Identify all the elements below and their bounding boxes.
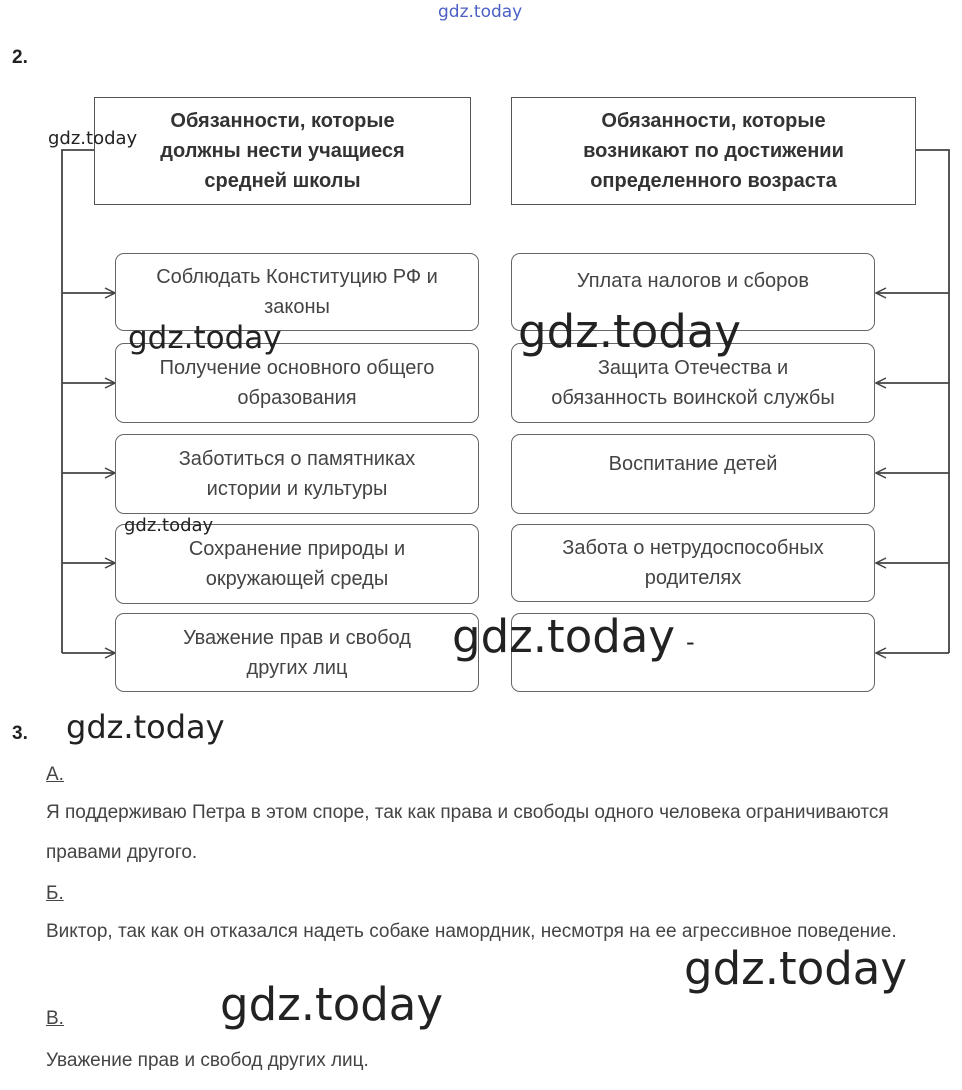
right-item-text: Защита Отечества и обязанность воинской службы xyxy=(551,357,835,409)
right-header-text: Обязанности, которые возникают по достижении определенного возраста xyxy=(583,110,844,192)
left-connector xyxy=(62,150,115,653)
right-item-text: Уплата налогов и сборов xyxy=(576,270,810,292)
watermark: gdz.today xyxy=(452,610,676,663)
dash-mark: - xyxy=(686,628,695,656)
left-item-text: Заботиться о памятниках истории и культуры xyxy=(178,448,416,500)
left-item-text: Уважение прав и свобод других лиц xyxy=(183,626,411,679)
watermark: gdz.today xyxy=(48,128,138,149)
right-header-box xyxy=(511,97,916,205)
task-2-number: 2. xyxy=(12,47,28,68)
left-item-text: Получение основного общего образования xyxy=(159,357,435,409)
right-connector xyxy=(876,150,949,653)
left-item-text: Соблюдать Конституцию РФ и законы xyxy=(156,266,438,318)
answer-text: Я поддерживаю Петра в этом споре, так как права и свободы одного человека ограничиваются правами другого. xyxy=(46,802,889,863)
watermark: gdz.today xyxy=(518,305,742,358)
left-header-box xyxy=(94,97,471,205)
right-item-text: Воспитание детей xyxy=(608,453,778,475)
left-item-box xyxy=(115,613,479,692)
left-item-box xyxy=(115,434,479,514)
right-item-box xyxy=(511,434,875,514)
watermark-top: gdz.today xyxy=(438,2,523,22)
watermark: gdz.today xyxy=(220,978,444,1031)
left-item-text: Сохранение природы и окружающей среды xyxy=(188,538,406,590)
watermark: gdz.today xyxy=(128,320,282,356)
answer-letter: В. xyxy=(46,1008,64,1029)
left-header-text: Обязанности, которые должны нести учащиеся средней школы xyxy=(160,110,405,192)
right-item-box xyxy=(511,524,875,602)
watermark: gdz.today xyxy=(124,515,214,536)
answer-letter: Б. xyxy=(46,883,64,904)
answer-letter: А. xyxy=(46,764,64,785)
answer-text: Уважение прав и свобод других лиц. xyxy=(46,1050,369,1071)
task-3-number: 3. xyxy=(12,723,28,744)
left-item-box xyxy=(115,524,479,604)
watermark: gdz.today xyxy=(66,708,225,746)
answer-text: Виктор, так как он отказался надеть собаке намордник, несмотря на ее агрессивное поведение. xyxy=(46,921,897,942)
watermark: gdz.today xyxy=(684,942,908,995)
right-item-text: Забота о нетрудоспособных родителях xyxy=(562,537,824,589)
